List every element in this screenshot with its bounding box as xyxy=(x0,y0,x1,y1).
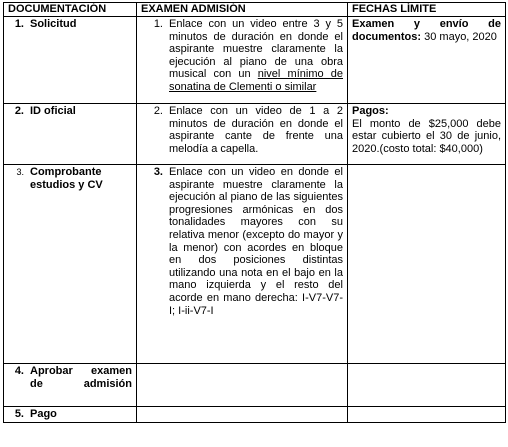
doc-label: Aprobar examen de admisión xyxy=(30,365,132,390)
doc-number: 4. xyxy=(14,365,24,377)
header-examen-admision: EXAMEN ADMISIÓN xyxy=(137,3,348,17)
admissions-table xyxy=(3,2,506,423)
exam-number: 1. xyxy=(153,18,163,30)
exam-text: Enlace con un video de 1 a 2 minutos de duración en donde el aspirante cante de frente una melodía a capella. xyxy=(169,105,343,155)
exam-cell xyxy=(137,165,348,364)
deadline-cell xyxy=(348,17,506,104)
table-row xyxy=(4,364,506,407)
deadline-cell xyxy=(348,165,506,364)
exam-text xyxy=(169,18,343,94)
doc-cell xyxy=(4,165,137,364)
exam-text: Enlace con un video en donde el aspirante muestre claramente la ejecución al piano de las siguientes progresiones armónicas en dos tonalidades mayores con su relativa menor (excepto do mayor y la menor) con acordes en bloque en dos posiciones distintas utilizando una nota en el bajo en la mano izquierda y el resto del acorde en mano derecha: I-V7-V7-I; I-ii-V7-I xyxy=(169,166,343,317)
doc-label: Solicitud xyxy=(30,18,77,30)
doc-number: 2. xyxy=(14,105,24,117)
deadline-cell xyxy=(348,407,506,423)
exam-cell xyxy=(137,17,348,104)
deadline-cell xyxy=(348,104,506,165)
doc-label: Pago xyxy=(30,408,57,420)
exam-cell xyxy=(137,104,348,165)
header-documentacion: DOCUMENTACIÓN xyxy=(4,3,137,17)
table-row xyxy=(4,407,506,423)
deadline-cell xyxy=(348,364,506,407)
doc-number: 3. xyxy=(16,167,24,177)
table-row xyxy=(4,17,506,104)
deadline-title: Examen y envío de documentos: xyxy=(352,18,501,43)
deadline-text: 30 mayo, 2020 xyxy=(421,30,497,43)
doc-cell xyxy=(4,364,137,407)
header-fechas-limite: FECHAS LÍMITE xyxy=(348,3,506,17)
doc-number: 1. xyxy=(14,18,24,30)
doc-label: Comprobante estudios y CV xyxy=(30,166,103,191)
exam-text-plain: Enlace con un video entre 3 y 5 minutos de duración en donde el aspirante muestre claramente la ejecución al piano de una obra musical con un xyxy=(169,18,343,81)
doc-number: 5. xyxy=(14,408,24,420)
exam-number: 2. xyxy=(153,105,163,117)
doc-cell xyxy=(4,17,137,104)
deadline-text: El monto de $25,000 debe estar cubierto el 30 de junio, 2020.(costo total: $40,000) xyxy=(352,117,501,155)
table-row xyxy=(4,165,506,364)
exam-cell xyxy=(137,364,348,407)
exam-number: 3. xyxy=(153,166,163,178)
doc-cell xyxy=(4,407,137,423)
deadline-title: Pagos: xyxy=(352,105,389,117)
header-row xyxy=(4,3,506,17)
table-row xyxy=(4,104,506,165)
doc-cell xyxy=(4,104,137,165)
exam-cell xyxy=(137,407,348,423)
exam-text-underlined: nivel mínimo de sonatina de Clementi o similar xyxy=(169,68,343,93)
doc-label: ID oficial xyxy=(30,105,76,117)
